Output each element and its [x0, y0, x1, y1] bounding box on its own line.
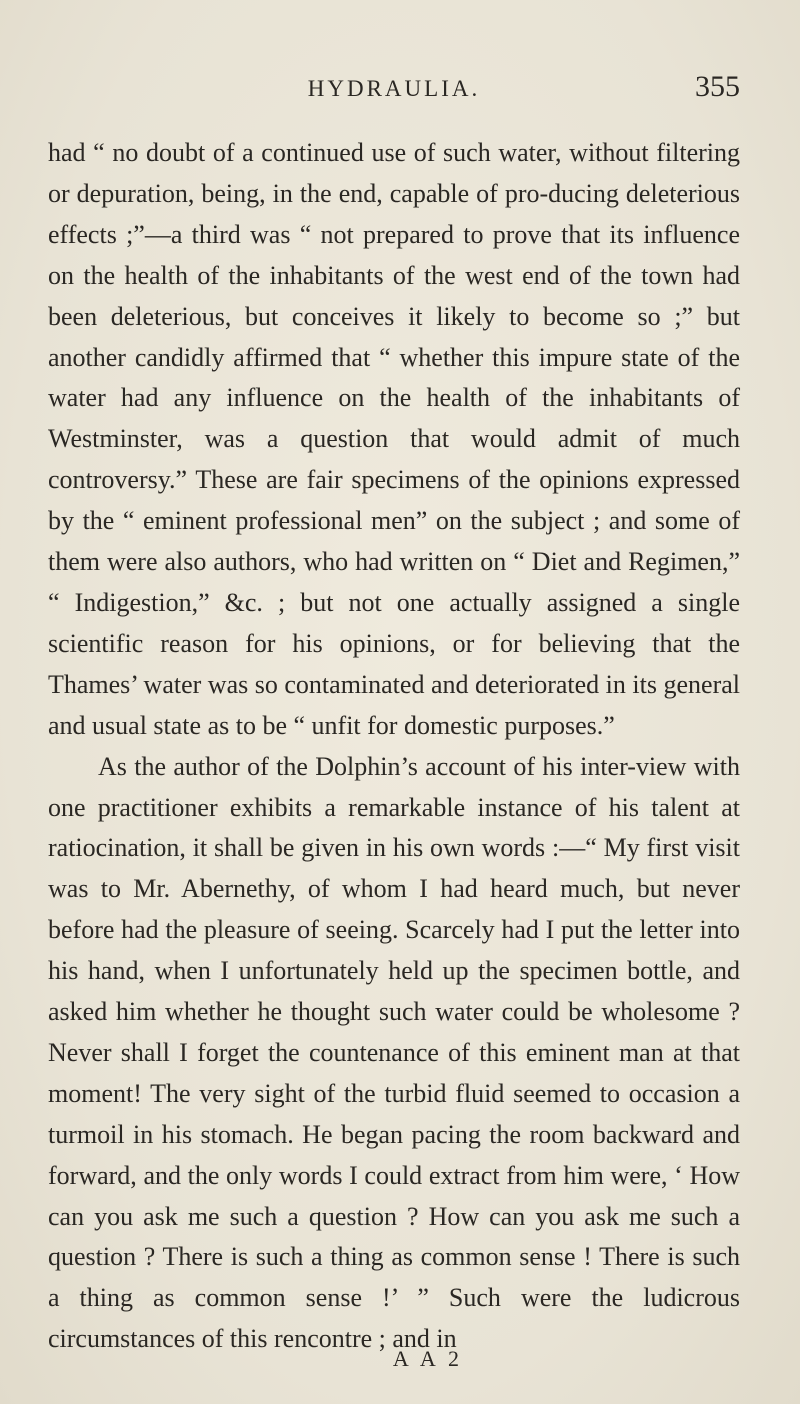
body-text — [48, 133, 740, 1360]
paragraph-2: As the author of the Dolphin’s account of his inter-view with one practitioner exhibits a remarkable instance of his talent at ratiocination, it shall be given in his own words :—“ My first visit was to Mr. Abernethy, of whom I had heard much, but never before had the pleasure of seeing. Scarcely had I put the letter into his hand, when I unfortunately held up the specimen bottle, and asked him whether he thought such water could be wholesome ? Never shall I forget the countenance of this eminent man at that moment! The very sight of the turbid fluid seemed to occasion a turmoil in his stomach. He began pacing the room backward and forward, and the only words I could extract from him were, ‘ How can you ask me such a question ? How can you ask me such a question ? There is such a thing as common sense ! There is such a thing as common sense !’ ” Such were the ludicrous circumstances of this rencontre ; and in — [48, 751, 740, 1354]
paragraph-1: had “ no doubt of a continued use of such water, without filtering or depuration, being, in the end, capable of pro-ducing deleterious effects ;”—a third was “ not prepared to prove that its influence on the health of the inhabitants of the west end of the town had been deleterious, but conceives it likely to become so ;” but another candidly affirmed that “ whether this impure state of the water had any influence on the health of the inhabitants of Westminster, was a question that would admit of much controversy.” These are fair specimens of the opinions expressed by the “ eminent professional men” on the subject ; and some of them were also authors, who had written on “ Diet and Regimen,” “ Indigestion,” &c. ; but not one actually assigned a single scientific reason for his opinions, or for believing that the Thames’ water was so contaminated and deteriorated in its general and usual state as to be “ unfit for domestic purposes.” — [48, 138, 740, 740]
signature-mark: A A 2 — [392, 1346, 464, 1371]
page-number: 355 — [695, 70, 740, 103]
running-head: HYDRAULIA. — [307, 76, 481, 101]
page-header — [48, 70, 740, 110]
